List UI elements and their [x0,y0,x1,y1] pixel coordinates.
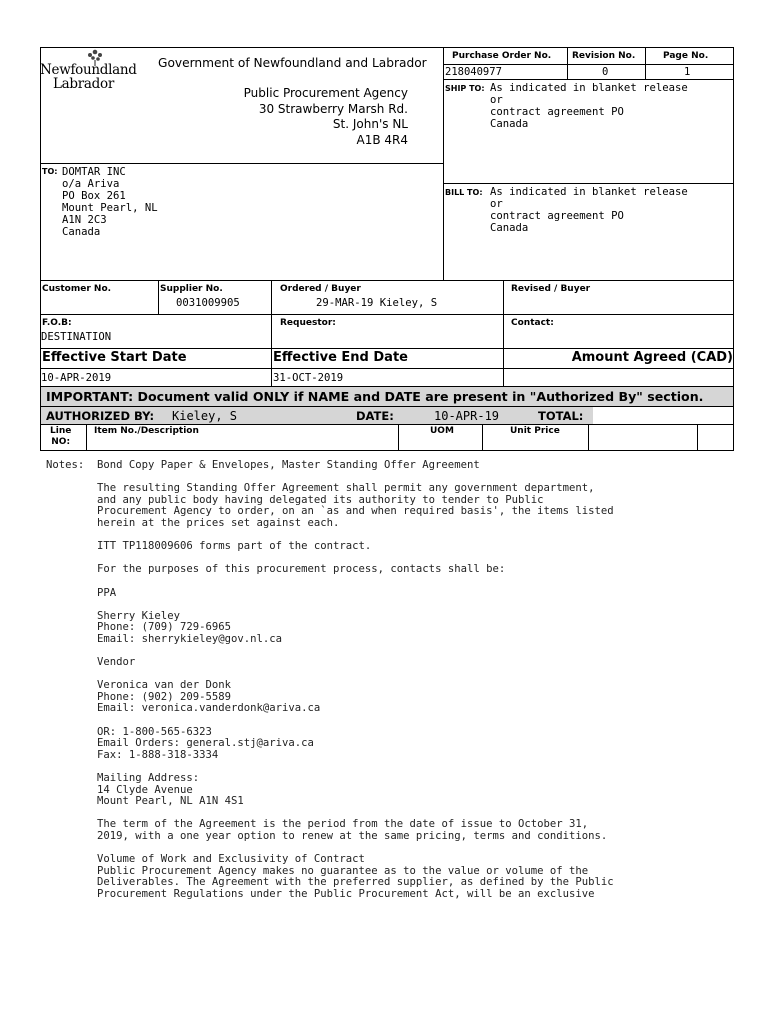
agency-city: St. John's NL [332,117,408,131]
supplier-no-label: Supplier No. [160,284,223,294]
agency-street: 30 Strawberry Marsh Rd. [258,101,408,116]
authorized-by: Kieley, S [172,409,238,423]
requestor-label: Requestor: [280,318,336,328]
notes-paragraph: Mailing Address: 14 Clyde Avenue Mount Pearl, NL A1N 4S1 [97,772,244,808]
vendor-address: DOMTAR INC o/a Ariva PO Box 261 Mount Pearl, NL A1N 2C3 Canada [62,166,158,238]
agency-postal: A1B 4R4 [356,132,408,147]
line-no-header: Line NO: [50,426,72,447]
to-label: TO: [42,167,58,176]
ship-to-label: SHIP TO: [445,84,485,93]
page-label: Page No. [663,51,709,61]
logo-line-1: Newfoundland [40,62,137,78]
logo-line-2: Labrador [53,76,114,92]
ordered-buyer-label: Ordered / Buyer [280,284,361,294]
contact-label: Contact: [511,318,554,328]
bill-to-address: As indicated in blanket release or contract agreement PO Canada [490,186,688,234]
amount-agreed-label: Amount Agreed (CAD) [571,350,733,365]
page-number: 1 [684,66,691,78]
authorized-date: 10-APR-19 [434,409,500,423]
effective-end-date: 31-OCT-2019 [273,372,344,384]
ordered-buyer: 29-MAR-19 Kieley, S [316,297,438,309]
notes-paragraph: The term of the Agreement is the period from the date of issue to October 31, 2019, with a one year option to renew at the same pricing, terms and conditions. [97,818,608,842]
notes-paragraph: ITT TP118009606 forms part of the contract. [46,540,372,553]
agency-name: Public Procurement Agency [243,86,408,100]
bill-to-label: BILL TO: [445,188,483,197]
nl-logo [40,46,140,90]
unit-price-header: Unit Price [510,426,560,436]
po-number-label: Purchase Order No. [452,51,552,61]
notes-title: Notes: Bond Copy Paper & Envelopes, Master Standing Offer Agreement [46,459,480,471]
notes-paragraph: For the purposes of this procurement process, contacts shall be: [46,563,506,576]
customer-no-label: Customer No. [42,284,112,294]
notes-paragraph: Veronica van der Donk Phone: (902) 209-5589 Email: veronica.vanderdonk@ariva.ca [97,679,321,715]
total-label: TOTAL: [538,409,584,423]
agency-address [215,86,408,148]
fob-label: F.O.B: [42,318,72,328]
notes-paragraph: OR: 1-800-565-6323 Email Orders: general.stj@ariva.ca Fax: 1-888-318-3334 [97,725,314,761]
notes-paragraph: The resulting Standing Offer Agreement shall permit any government department, and any public body having delegated its authority to tender to Public Procurement Agency to order, on an `as and when required basis', the items listed herein at the prices set against each. [97,482,614,529]
ship-to-address: As indicated in blanket release or contract agreement PO Canada [490,82,688,130]
notes-paragraph: Sherry Kieley Phone: (709) 729-6965 Email: sherrykieley@gov.nl.ca [97,609,282,645]
effective-start-date: 10-APR-2019 [41,372,112,384]
item-description-header: Item No./Description [94,426,199,436]
date-label: DATE: [356,409,394,423]
notes-paragraph: PPA [46,586,117,599]
effective-end-label: Effective End Date [273,350,408,365]
uom-header: UOM [430,426,454,436]
authorized-by-label: AUTHORIZED BY: [46,409,155,423]
fob-value: DESTINATION [41,331,112,343]
government-title: Government of Newfoundland and Labrador [158,56,427,70]
notes-paragraph: Volume of Work and Exclusivity of Contract Public Procurement Agency makes no guarantee as to the value or volume of the Deliverables. The Agreement with the preferred supplier, as defined by the Public Procurement Regulations under the Public Procurement Act, will be an exclusive [97,853,614,900]
revision-number: 0 [602,66,609,78]
supplier-no: 0031009905 [176,297,240,309]
effective-start-label: Effective Start Date [42,350,187,365]
notes-paragraph: Vendor [46,656,136,669]
revision-label: Revision No. [572,51,636,61]
po-number: 218040977 [445,66,502,78]
important-notice: IMPORTANT: Document valid ONLY if NAME and DATE are present in "Authorized By" section. [46,389,704,404]
revised-buyer-label: Revised / Buyer [511,284,591,294]
